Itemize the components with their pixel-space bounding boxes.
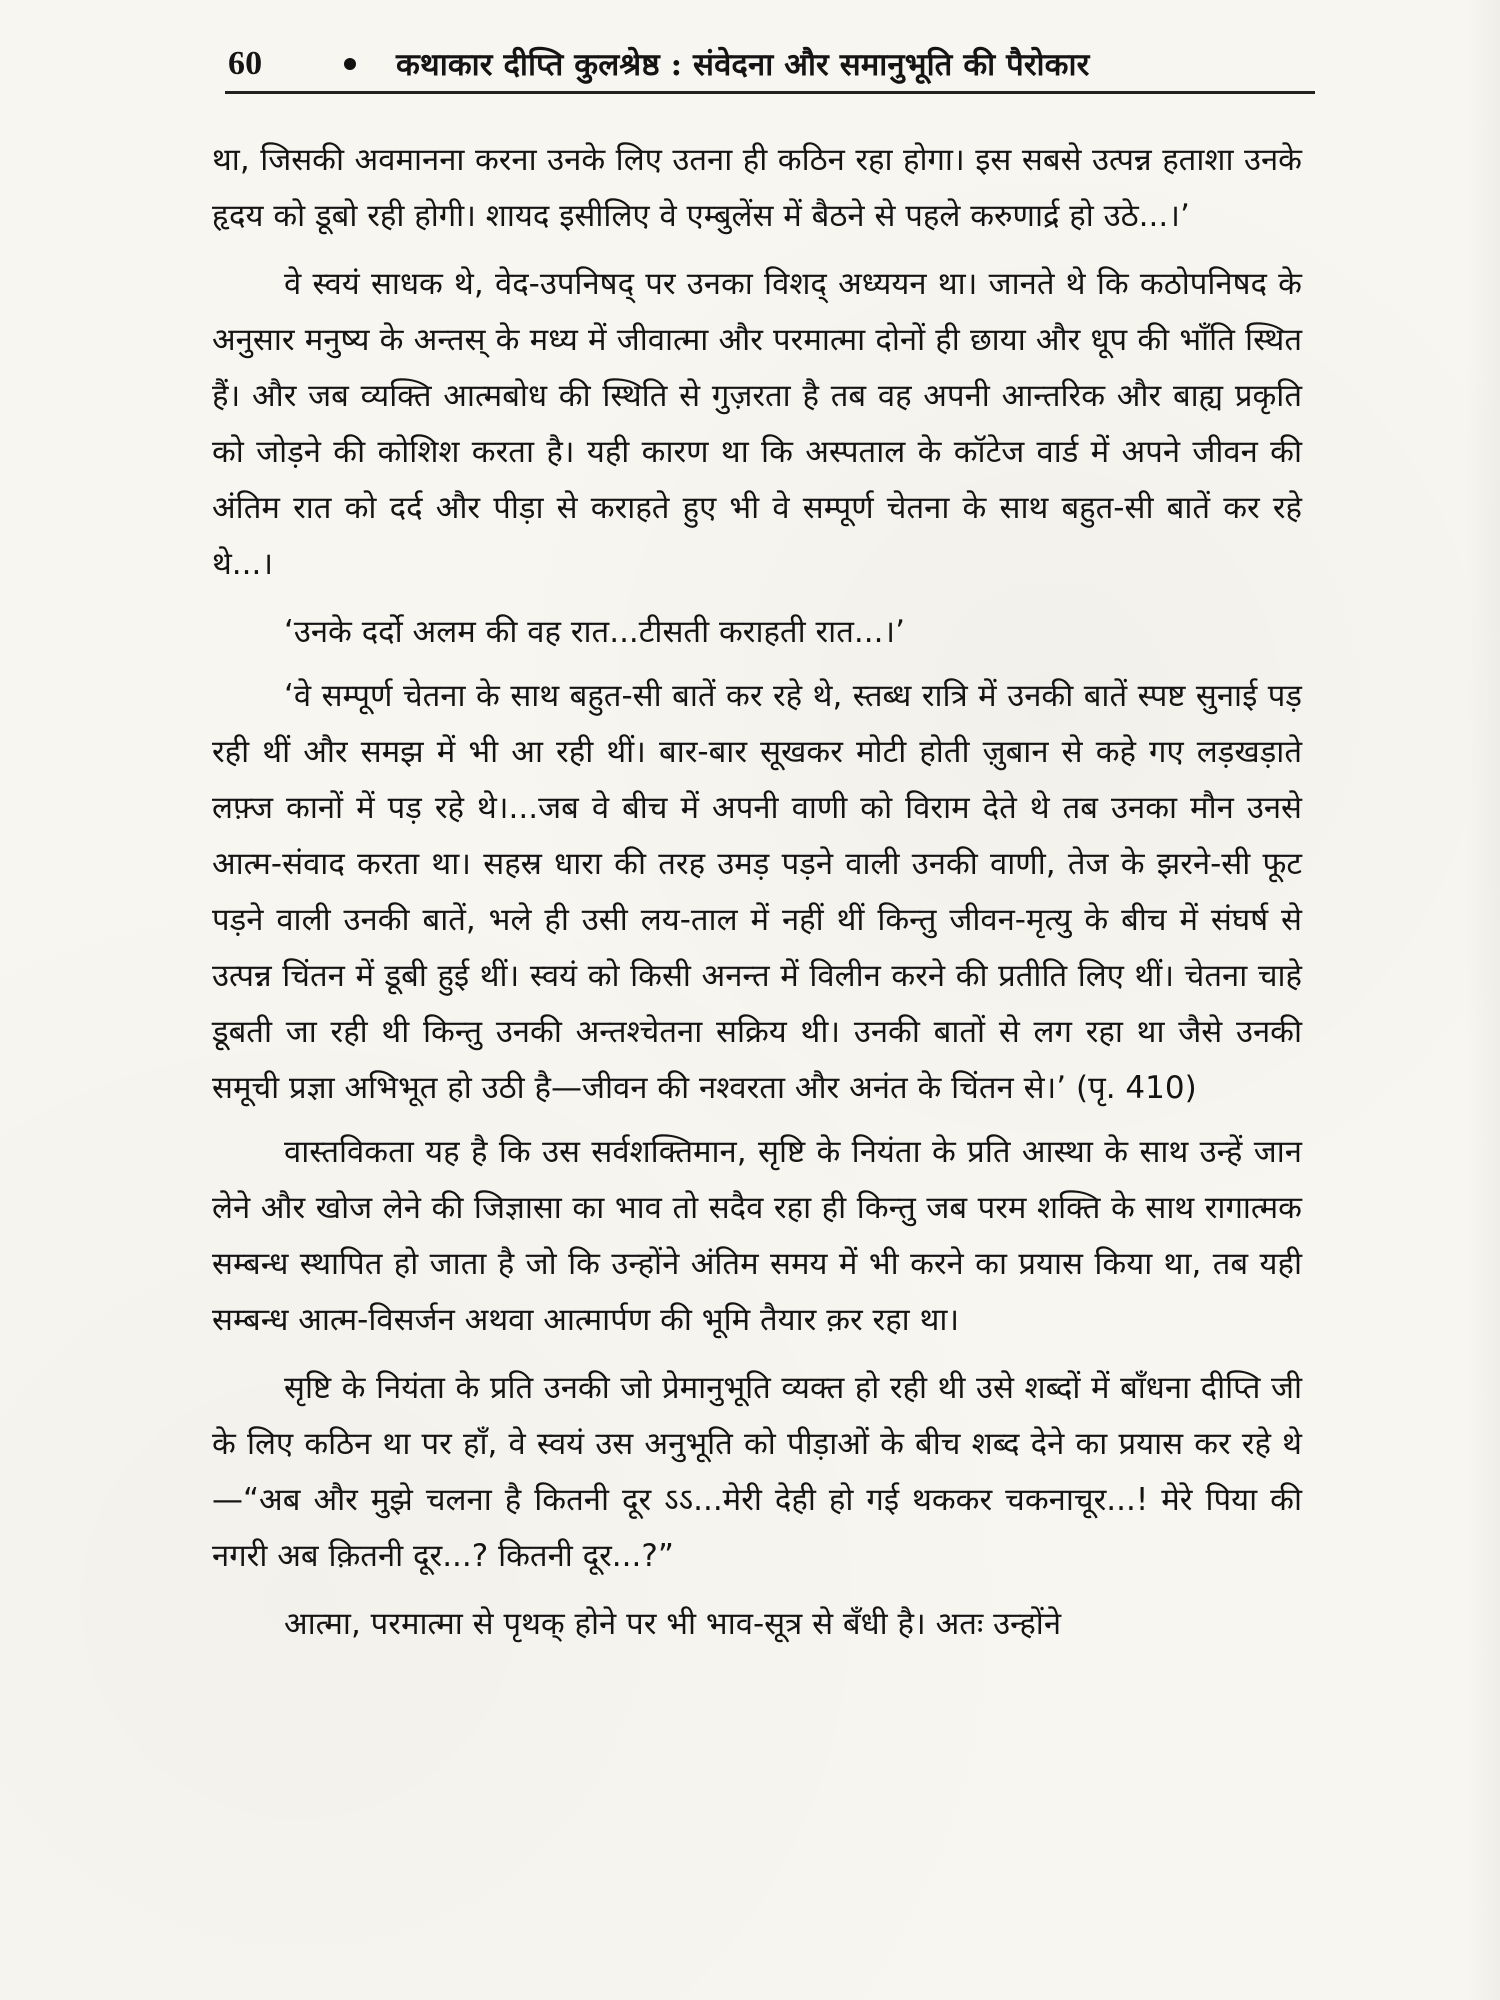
paragraph-7: आत्मा, परमात्मा से पृथक् होने पर भी भाव-सूत्र से बँधी है। अतः उन्होंने	[284, 1606, 1062, 1642]
page-edge-shadow	[1466, 0, 1500, 2000]
paragraph-6: सृष्टि के नियंता के प्रति उनकी जो प्रेमानुभूति व्यक्त हो रही थी उसे शब्दों में बाँधना दीप्ति जी के लिए कठिन था पर हाँ, वे स्वयं उस अनुभूति को पीड़ाओं के बीच शब्द देने का प्रयास कर रहे थे—“अब और मुझे चलना है कितनी दूर ऽऽ...मेरी देही हो गई थककर चकनाचूर...! मेरे पिया की नगरी अब क़ितनी दूर...? कितनी दूर...?”	[212, 1370, 1302, 1574]
header-rule	[225, 91, 1315, 94]
quoted-paragraph: ‘वे सम्पूर्ण चेतना के साथ बहुत-सी बातें कर रहे थे, स्तब्ध रात्रि में उनकी बातें स्पष्ट सुनाई पड़ रही थीं और समझ में भी आ रही थीं। बार-बार सूखकर मोटी होती ज़ुबान से कहे गए लड़खड़ाते लफ़्ज कानों में पड़ रहे थे।...जब वे बीच में अपनी वाणी को विराम देते थे तब उनका मौन उनसे आत्म-संवाद करता था। सहस्र धारा की तरह उमड़ पड़ने वाली उनकी वाणी, तेज के झरने-सी फूट पड़ने वाली उनकी बातें, भले ही उसी लय-ताल में नहीं थीं किन्तु जीवन-मृत्यु के बीच में संघर्ष से उत्पन्न चिंतन में डूबी हुई थीं। स्वयं को किसी अनन्त में विलीन करने की प्रतीति लिए थीं। चेतना चाहे डूबती जा रही थी किन्तु उनकी अन्तश्चेतना सक्रिय थी। उनकी बातों से लग रहा था जैसे उनकी समूची प्रज्ञा अभिभूत हो उठी है—जीवन की नश्वरता और अनंत के चिंतन से।’ (पृ. 410)	[212, 678, 1302, 1106]
paragraph-2: वे स्वयं साधक थे, वेद-उपनिषद् पर उनका विशद् अध्ययन था। जानते थे कि कठोपनिषद के अनुसार मनुष्य के अन्तस् के मध्य में जीवात्मा और परमात्मा दोनों ही छाया और धूप की भाँति स्थित हैं। और जब व्यक्ति आत्मबोध की स्थिति से गुज़रता है तब वह अपनी आन्तरिक और बाह्य प्रकृति को जोड़ने की कोशिश करता है। यही कारण था कि अस्पताल के कॉटेज वार्ड में अपने जीवन की अंतिम रात को दर्द और पीड़ा से कराहते हुए भी वे सम्पूर्ण चेतना के साथ बहुत-सी बातें कर रहे थे...।	[212, 266, 1302, 582]
quoted-line: ‘उनके दर्दो अलम की वह रात...टीसती कराहती रात...।’	[284, 614, 906, 650]
page-number: 60	[228, 45, 263, 82]
main-text	[212, 132, 1302, 1664]
running-header	[228, 28, 1318, 100]
bullet-icon	[344, 58, 356, 70]
running-title: कथाकार दीप्ति कुलश्रेष्ठ : संवेदना और समानुभूति की पैरोकार	[396, 47, 1090, 83]
paragraph-1: था, जिसकी अवमानना करना उनके लिए उतना ही कठिन रहा होगा। इस सबसे उत्पन्न हताशा उनके हृदय को डूबो रही होगी। शायद इसीलिए वे एम्बुलेंस में बैठने से पहले करुणार्द्र हो उठे...।’	[212, 142, 1302, 234]
paragraph-5: वास्तविकता यह है कि उस सर्वशक्तिमान, सृष्टि के नियंता के प्रति आस्था के साथ उन्हें जान लेने और खोज लेने की जिज्ञासा का भाव तो सदैव रहा ही किन्तु जब परम शक्ति के साथ रागात्मक सम्बन्ध स्थापित हो जाता है जो कि उन्होंने अंतिम समय में भी करने का प्रयास किया था, तब यही सम्बन्ध आत्म-विसर्जन अथवा आत्मार्पण की भूमि तैयार क़र रहा था।	[212, 1134, 1302, 1338]
